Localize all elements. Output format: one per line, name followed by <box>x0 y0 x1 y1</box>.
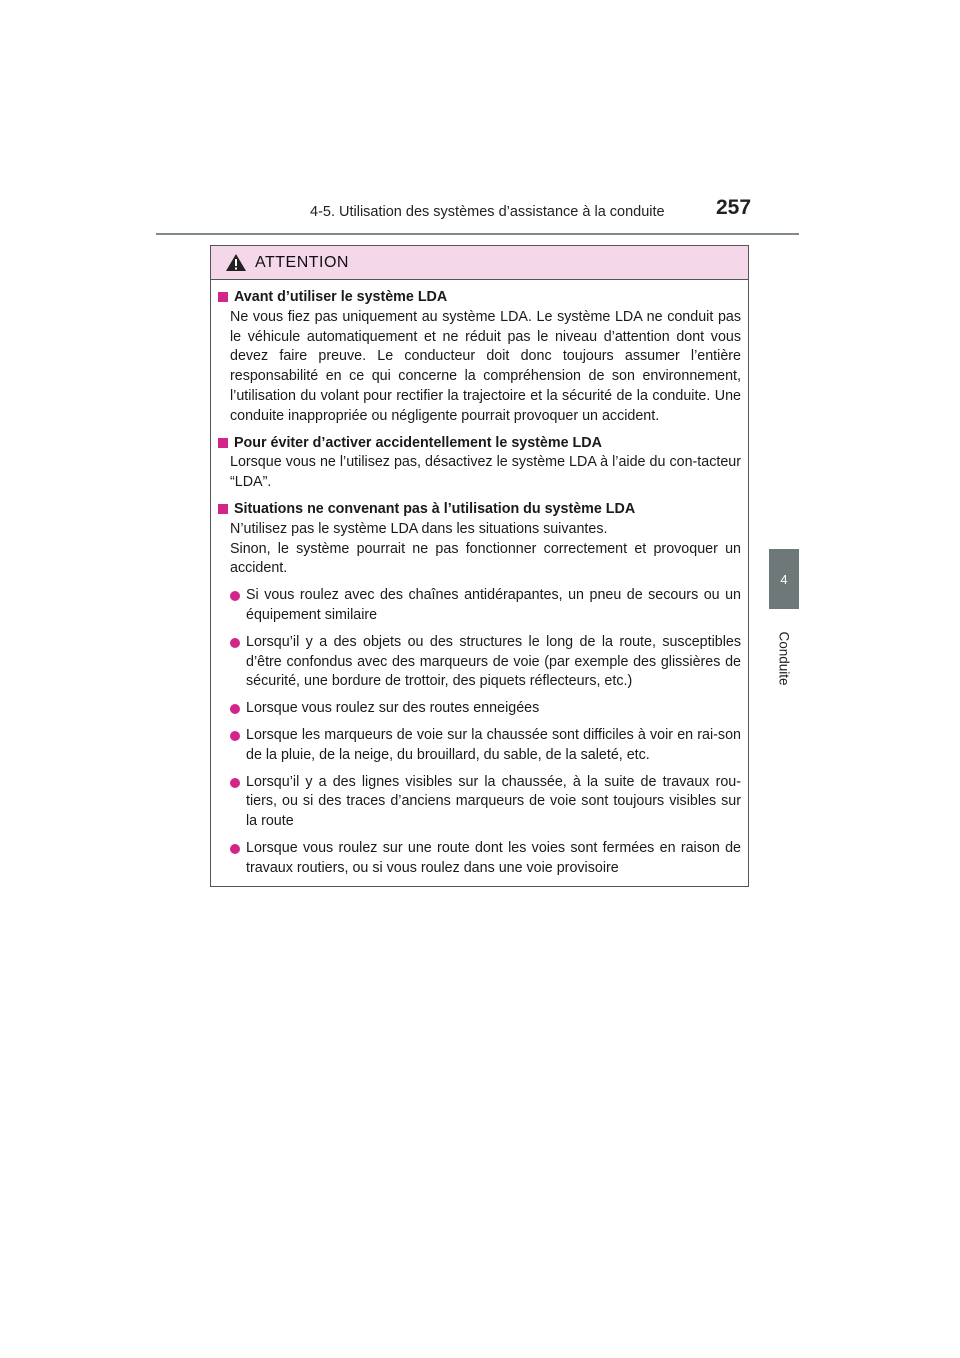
section-title <box>218 288 741 308</box>
list-item-text: Lorsque les marqueurs de voie sur la chaussée sont difficiles à voir en rai-son de la pluie, de la neige, du brouillard, du sable, de la saleté, etc. <box>246 726 741 763</box>
chapter-tab <box>769 549 799 609</box>
list-item <box>218 699 741 719</box>
warning-triangle-icon <box>225 253 247 272</box>
section-unsuitable-situations <box>218 500 741 879</box>
list-item <box>218 586 741 626</box>
section-before-use <box>218 288 741 427</box>
list-item-text: Lorsqu’il y a des objets ou des structures le long de la route, susceptibles d’être confondus avec des marqueurs de voie (par exemple des glissières de sécurité, une bordure de trottoir, des piquets réflecteurs, etc.) <box>246 633 741 690</box>
warning-title: ATTENTION <box>255 253 349 271</box>
circle-bullet-icon <box>230 844 240 854</box>
section-title <box>218 434 741 454</box>
warning-box <box>210 245 749 887</box>
warning-header <box>211 246 748 280</box>
list-item <box>218 726 741 766</box>
list-item-text: Lorsque vous roulez sur des routes enneigées <box>246 700 540 717</box>
paragraph: N’utilisez pas le système LDA dans les situations suivantes. <box>230 520 608 537</box>
list-item <box>218 633 741 692</box>
circle-bullet-icon <box>230 704 240 714</box>
square-bullet-icon <box>218 504 228 514</box>
list-item-text: Lorsqu’il y a des lignes visibles sur la chaussée, à la suite de travaux rou-tiers, ou si des traces d’anciens marqueurs de voie sont toujours visibles sur la route <box>246 773 741 830</box>
running-head: 4-5. Utilisation des systèmes d’assistance à la conduite <box>310 204 665 220</box>
paragraph: Sinon, le système pourrait ne pas fonctionner correctement et provoquer un accident. <box>230 540 741 577</box>
square-bullet-icon <box>218 292 228 302</box>
list-item <box>218 773 741 832</box>
paragraph: Ne vous fiez pas uniquement au système LDA. Le système LDA ne conduit pas le véhicule automatiquement et ne réduit pas le niveau d’attention dont vous devez faire preuve. Le conducteur doit donc toujours assumer l’entière responsabilité en ce qui concerne la compréhension de son environnement, l’utilisation du volant pour rectifier la trajectoire et la sécurité de la conduite. Une conduite inappropriée ou négligente pourrait provoquer un accident. <box>230 308 741 424</box>
chapter-label-text: Conduite <box>776 630 792 686</box>
section-avoid-activation <box>218 434 741 493</box>
circle-bullet-icon <box>230 638 240 648</box>
header-rule <box>156 233 799 235</box>
paragraph: Lorsque vous ne l’utilisez pas, désactivez le système LDA à l’aide du con-tacteur “LDA”. <box>230 454 741 491</box>
circle-bullet-icon <box>230 731 240 741</box>
list-item <box>218 839 741 879</box>
chapter-number: 4 <box>780 571 788 587</box>
warning-body <box>211 280 748 879</box>
section-title-text: Avant d’utiliser le système LDA <box>234 289 448 305</box>
circle-bullet-icon <box>230 778 240 788</box>
page-number: 257 <box>716 196 752 219</box>
section-title <box>218 500 741 520</box>
circle-bullet-icon <box>230 591 240 601</box>
list-item-text: Si vous roulez avec des chaînes antidérapantes, un pneu de secours ou un équipement similaire <box>246 587 741 623</box>
section-title-text: Situations ne convenant pas à l’utilisation du système LDA <box>234 500 636 517</box>
list-item-text: Lorsque vous roulez sur une route dont les voies sont fermées en raison de travaux routiers, ou si vous roulez dans une voie provisoire <box>246 839 741 876</box>
section-title-text: Pour éviter d’activer accidentellement le système LDA <box>234 434 602 451</box>
chapter-label <box>769 618 799 698</box>
square-bullet-icon <box>218 438 228 448</box>
